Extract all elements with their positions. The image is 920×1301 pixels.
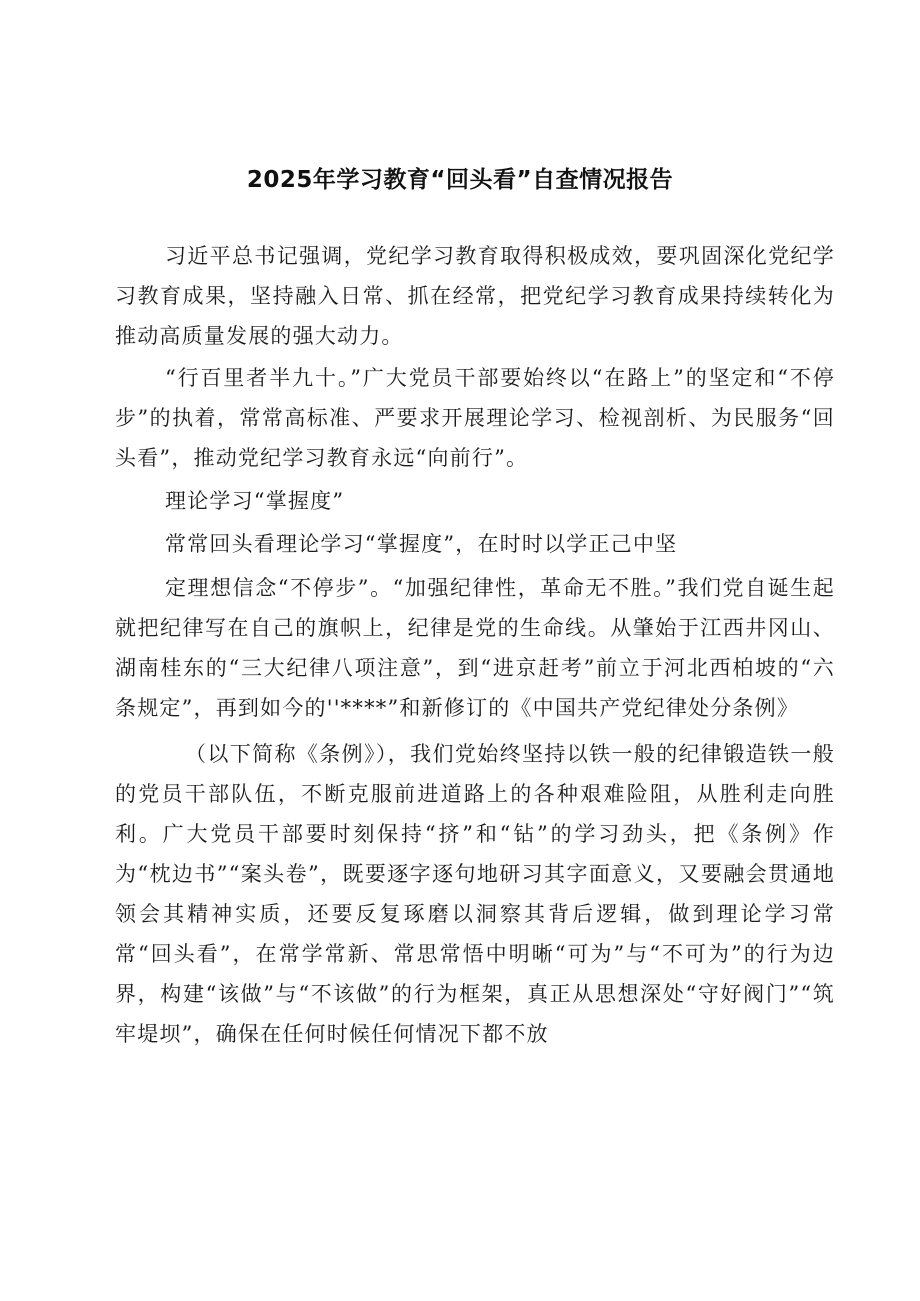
paragraph-2: “行百里者半九十。”广大党员干部要始终以“在路上”的坚定和“不停步”的执着，常常高标准、严要求开展理论学习、检视剖析、为民服务“回头看”，推动党纪学习教育永远“向前行”。 [115, 366, 835, 470]
paragraph-4: 定理想信念“不停步”。“加强纪律性，革命无不胜。”我们党自诞生起就把纪律写在自己的旗帜上，纪律是党的生命线。从肇始于江西井冈山、湖南桂东的“三大纪律八项注意”，到“进京赶考”前立于河北西柏坡的“六条规定”，再到如今的''****”和新修订的《中国共产党纪律处分条例》 [115, 576, 835, 720]
document-body [115, 236, 835, 1054]
document-title: 2025年学习教育“回头看”自查情况报告 [246, 167, 674, 193]
paragraph-5: （以下简称《条例》），我们党始终坚持以铁一般的纪律锻造铁一般的党员干部队伍，不断克服前进道路上的各种艰难险阻，从胜利走向胜利。广大党员干部要时刻保持“挤”和“钻”的学习劲头，把《条例》作为“枕边书”“案头卷”，既要逐字逐句地研习其字面意义，又要融会贯通地领会其精神实质，还要反复琢磨以洞察其背后逻辑，做到理论学习常常“回头看”，在常学常新、常思常悟中明晰“可为”与“不可为”的行为边界，构建“该做”与“不该做”的行为框架，真正从思想深处“守好阀门”“筑牢堤坝”，确保在任何时候任何情况下都不放 [115, 742, 835, 1046]
paragraph-3: 常常回头看理论学习“掌握度”，在时时以学正己中坚 [165, 532, 678, 556]
section-heading-theory-study: 理论学习“掌握度” [165, 489, 345, 513]
paragraph-1: 习近平总书记强调，党纪学习教育取得积极成效，要巩固深化党纪学习教育成果，坚持融入日常、抓在经常，把党纪学习教育成果持续转化为推动高质量发展的强大动力。 [115, 244, 835, 348]
